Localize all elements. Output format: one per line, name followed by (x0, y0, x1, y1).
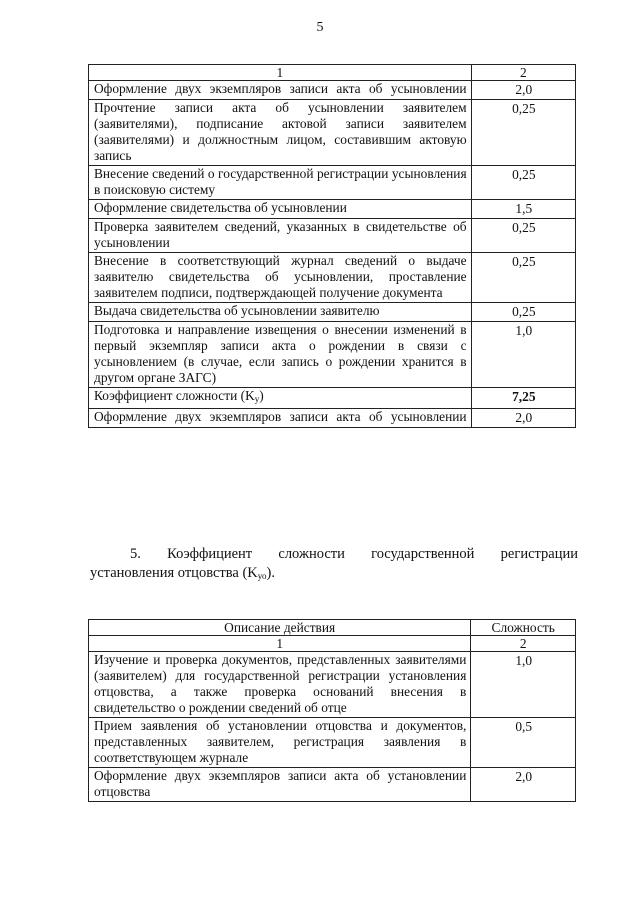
action-description: Внесение сведений о государственной регистрации усыновления в поисковую систему (89, 166, 472, 200)
complexity-value: 1,0 (471, 322, 575, 388)
section-subscript: уо (257, 571, 267, 581)
action-description: Оформление двух экземпляров записи акта об установлении отцовства (89, 768, 471, 802)
table-row (89, 768, 576, 802)
table-row (89, 718, 576, 768)
table-column-numbers (89, 636, 576, 652)
table-row (89, 409, 576, 428)
header-description: Описание действия (89, 620, 471, 636)
action-description: Оформление двух экземпляров записи акта об усыновлении (89, 81, 472, 100)
table-row (89, 166, 576, 200)
table-row (89, 322, 576, 388)
complexity-value: 1,5 (471, 200, 575, 219)
section-heading-line: установления отцовства $(K_{уо})$. (90, 565, 275, 581)
table-row (89, 100, 576, 166)
complexity-value: 0,5 (471, 718, 576, 768)
complexity-value: 2,0 (471, 409, 575, 428)
table-row (89, 303, 576, 322)
coefficient-subscript: у (254, 394, 260, 404)
column-number: 2 (471, 65, 575, 81)
coefficient-label: Коэффициент сложности $(K_у)$ (89, 388, 472, 409)
action-description: Прочтение записи акта об усыновлении заявителем (заявителями), подписание актовой записи заявителем (заявителями) и должностным лицом, составившим актовую запись (89, 100, 472, 166)
table-header (89, 620, 576, 636)
table-row (89, 253, 576, 303)
section-heading (90, 545, 578, 586)
complexity-value: 2,0 (471, 81, 575, 100)
table-row (89, 200, 576, 219)
table-column-numbers (89, 65, 576, 81)
column-number: 1 (89, 65, 472, 81)
complexity-value: 2,0 (471, 768, 576, 802)
action-description: Проверка заявителем сведений, указанных в свидетельстве об усыновлении (89, 219, 472, 253)
complexity-value: 1,0 (471, 652, 576, 718)
complexity-value: 0,25 (471, 253, 575, 303)
section-heading-line: 5. Коэффициент сложности государственной регистрации (130, 546, 578, 562)
action-description: Оформление свидетельства об усыновлении (89, 200, 472, 219)
table-row (89, 219, 576, 253)
coefficient-value: 7,25 (471, 388, 575, 409)
header-complexity: Сложность (471, 620, 576, 636)
column-number: 1 (89, 636, 471, 652)
action-description: Подготовка и направление извещения о внесении изменений в первый экземпляр записи акта о рождении в связи с усыновлением (в случае, если запись о рождении хранится в другом органе ЗАГС) (89, 322, 472, 388)
table-row (89, 652, 576, 718)
complexity-value: 0,25 (471, 100, 575, 166)
table-adoption-actions (88, 64, 576, 428)
action-description: Прием заявления об установлении отцовства и документов, представленных заявителем, регистрация заявления в соответствующем журнале (89, 718, 471, 768)
coefficient-row (89, 388, 576, 409)
action-description: Внесение в соответствующий журнал сведений о выдаче заявителю свидетельства об усыновлении, проставление заявителем подписи, подтверждающей получение документа (89, 253, 472, 303)
complexity-value: 0,25 (471, 219, 575, 253)
page-number: 5 (316, 20, 324, 35)
action-description: Оформление двух экземпляров записи акта об усыновлении (89, 409, 472, 428)
complexity-value: 0,25 (471, 303, 575, 322)
action-description: Выдача свидетельства об усыновлении заявителю (89, 303, 472, 322)
column-number: 2 (471, 636, 576, 652)
table-row (89, 81, 576, 100)
action-description: Изучение и проверка документов, представленных заявителями (заявителем) для государственной регистрации установления отцовства, а также проверка оснований внесения в свидетельство о рождении сведений об отце (89, 652, 471, 718)
table-paternity-actions (88, 619, 576, 802)
complexity-value: 0,25 (471, 166, 575, 200)
